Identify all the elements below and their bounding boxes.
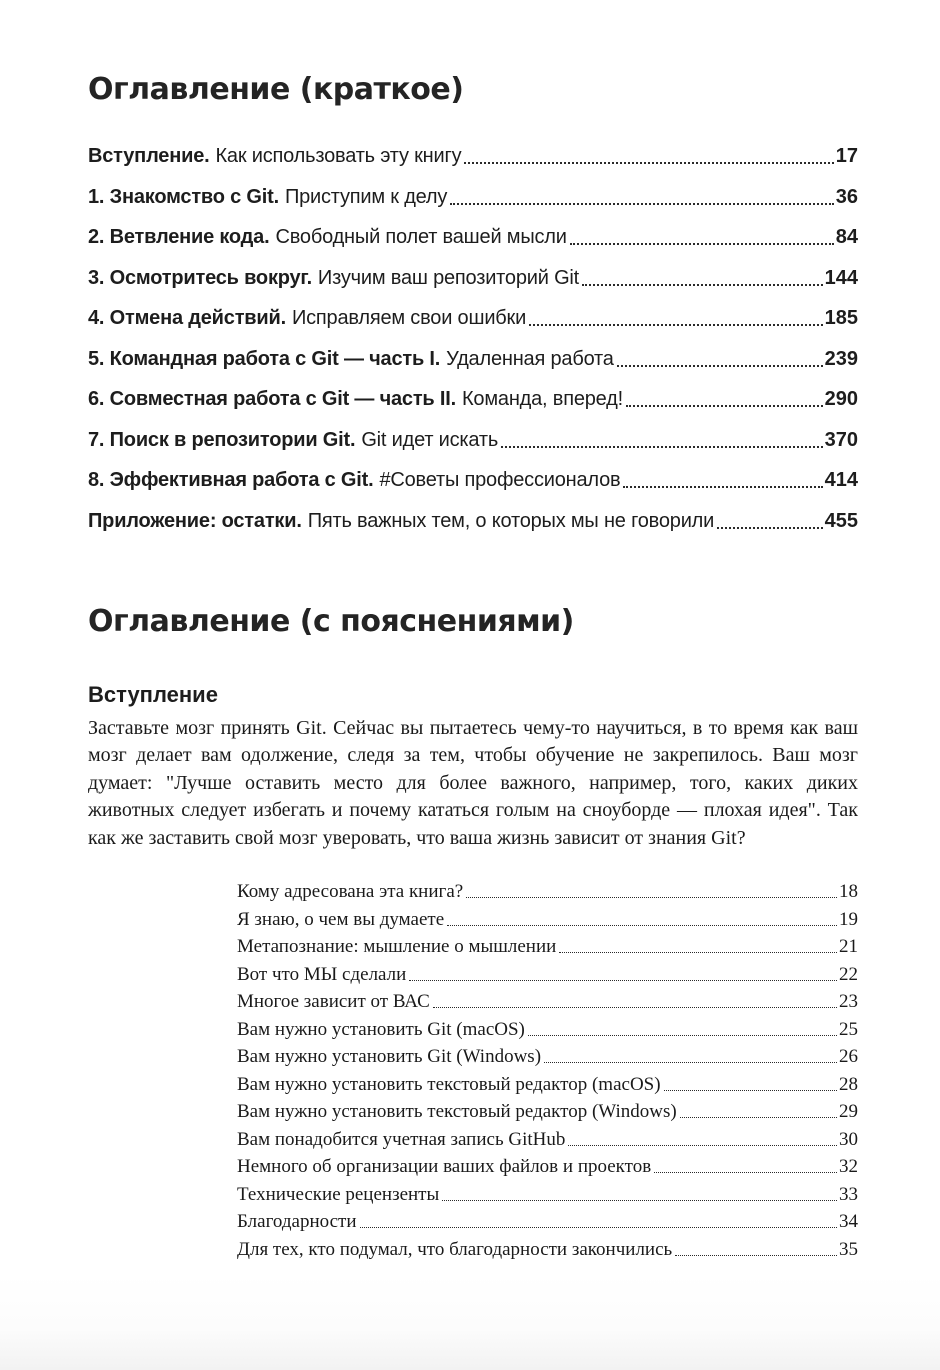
leader-dots (409, 980, 837, 981)
subentry-page: 23 (839, 991, 858, 1012)
leader-dots (570, 243, 834, 245)
subentry-page: 26 (839, 1046, 858, 1067)
toc-subentry (237, 937, 858, 957)
toc-subentry (237, 1157, 858, 1177)
subentry-label: Благодарности (237, 1211, 357, 1232)
leader-dots (466, 897, 837, 898)
chapter-label: 6. Совместная работа с Git — часть II. (88, 388, 456, 410)
page-number: 144 (824, 266, 858, 289)
toc-entry-appendix (88, 509, 858, 534)
subentry-label: Технические рецензенты (237, 1183, 440, 1205)
subentry-page: 22 (839, 963, 858, 985)
chapter-label: Вступление. (88, 145, 210, 167)
leader-dots (626, 405, 823, 407)
section-heading-intro: Вступление (88, 681, 218, 707)
leader-dots (664, 1090, 837, 1091)
leader-dots (360, 1227, 838, 1228)
leader-dots (559, 952, 837, 953)
toc-entry-ch8 (88, 468, 858, 493)
chapter-label: 5. Командная работа с Git — часть I. (88, 347, 441, 370)
leader-dots (582, 284, 823, 286)
page-number: 414 (824, 469, 858, 491)
leader-dots (680, 1117, 837, 1118)
chapter-label: 4. Отмена действий. (88, 307, 286, 329)
toc-subentry (237, 1212, 858, 1232)
subentry-page: 21 (839, 936, 858, 957)
toc-subentry (237, 1185, 858, 1205)
brief-toc-title: Оглавление (краткое) (88, 72, 464, 107)
subentry-page: 28 (839, 1073, 858, 1095)
page-number: 185 (824, 307, 858, 329)
brief-toc-list (88, 144, 858, 534)
subentry-page: 19 (839, 908, 858, 930)
subentry-label: Многое зависит от ВАС (237, 991, 430, 1012)
page-number: 290 (824, 388, 858, 410)
toc-entry-ch1 (88, 185, 858, 210)
chapter-label: 1. Знакомство с Git. (88, 185, 279, 208)
detailed-toc-title: Оглавление (с пояснениями) (88, 603, 574, 639)
leader-dots (544, 1062, 837, 1063)
chapter-label: 8. Эффективная работа с Git. (88, 469, 374, 491)
toc-entry-ch7 (88, 428, 858, 453)
subentry-label: Вам нужно установить Git (Windows) (237, 1046, 542, 1067)
chapter-label: 2. Ветвление кода. (88, 226, 270, 248)
leader-dots (433, 1007, 837, 1008)
leader-dots (529, 324, 823, 326)
subentry-label: Для тех, кто подумал, что благодарности закончились (237, 1238, 673, 1260)
page-number: 36 (835, 185, 858, 208)
subentry-page: 33 (839, 1183, 858, 1205)
toc-entry-ch6 (88, 387, 858, 412)
toc-subentry (237, 1130, 858, 1150)
chapter-subtitle: Git идет искать (361, 428, 499, 451)
toc-subentry (237, 910, 858, 930)
toc-subentry (237, 882, 858, 902)
detailed-toc-list (237, 882, 858, 1260)
page-number: 455 (824, 509, 858, 532)
toc-entry-ch2 (88, 225, 858, 250)
chapter-subtitle: Исправляем свои ошибки (291, 307, 527, 329)
leader-dots (617, 365, 823, 367)
chapter-subtitle: Пять важных тем, о которых мы не говорили (307, 509, 715, 532)
toc-entry-ch4 (88, 306, 858, 331)
chapter-subtitle: Изучим ваш репозиторий Git (317, 266, 580, 289)
chapter-label: Приложение: остатки. (88, 509, 302, 532)
page-number: 239 (824, 347, 858, 370)
leader-dots (501, 446, 823, 448)
subentry-page: 25 (839, 1018, 858, 1040)
chapter-subtitle: Удаленная работа (446, 347, 614, 370)
leader-dots (717, 527, 822, 529)
chapter-subtitle: Как использовать эту книгу (215, 145, 462, 167)
toc-subentry (237, 965, 858, 985)
subentry-label: Немного об организации ваших файлов и проектов (237, 1156, 652, 1177)
leader-dots (450, 203, 834, 205)
leader-dots (464, 162, 833, 164)
chapter-subtitle: Команда, вперед! (461, 388, 623, 410)
chapter-subtitle: Свободный полет вашей мысли (275, 226, 567, 248)
leader-dots (654, 1172, 837, 1173)
leader-dots (528, 1035, 837, 1036)
toc-subentry (237, 1102, 858, 1122)
leader-dots (568, 1145, 837, 1146)
chapter-label: 3. Осмотритесь вокруг. (88, 266, 312, 289)
toc-entry-ch3 (88, 266, 858, 291)
subentry-label: Вот что МЫ сделали (237, 963, 407, 985)
toc-entry-ch5 (88, 347, 858, 372)
subentry-label: Вам понадобится учетная запись GitHub (237, 1128, 566, 1150)
subentry-page: 35 (839, 1238, 858, 1260)
subentry-page: 30 (839, 1128, 858, 1150)
subentry-page: 18 (839, 881, 858, 902)
leader-dots (442, 1200, 837, 1201)
leader-dots (447, 925, 837, 926)
toc-subentry (237, 1075, 858, 1095)
page-number: 17 (835, 145, 858, 167)
intro-paragraph: Заставьте мозг принять Git. Сейчас вы пытаетесь чему-то научиться, в то время как ваш мозг делает вам одолжение, следя за тем, чтобы обучение не закрепилось. Ваш мозг думает: "Лучше оставить место для более важного, например, того, каких диких животных следует избегать и почему кататься голым на сноуборде — плохая идея". Так как же заставить свой мозг уверовать, что ваша жизнь зависит от знания Git? (88, 716, 858, 849)
page-number: 84 (835, 226, 858, 248)
subentry-label: Метапознание: мышление о мышлении (237, 936, 557, 957)
subentry-label: Вам нужно установить текстовый редактор (macOS) (237, 1073, 661, 1095)
leader-dots (623, 486, 822, 488)
toc-subentry (237, 1240, 858, 1260)
toc-subentry (237, 1047, 858, 1067)
toc-subentry (237, 992, 858, 1012)
toc-subentry (237, 1020, 858, 1040)
subentry-page: 34 (839, 1211, 858, 1232)
subentry-label: Вам нужно установить Git (macOS) (237, 1018, 525, 1040)
chapter-subtitle: #Советы профессионалов (379, 469, 621, 491)
page-number: 370 (824, 428, 858, 451)
toc-entry-intro (88, 144, 858, 169)
leader-dots (675, 1255, 837, 1256)
chapter-label: 7. Поиск в репозитории Git. (88, 428, 356, 451)
subentry-label: Кому адресована эта книга? (237, 881, 464, 902)
subentry-page: 32 (839, 1156, 858, 1177)
chapter-subtitle: Приступим к делу (284, 185, 448, 208)
subentry-label: Вам нужно установить текстовый редактор (Windows) (237, 1101, 677, 1122)
subentry-page: 29 (839, 1101, 858, 1122)
subentry-label: Я знаю, о чем вы думаете (237, 908, 445, 930)
